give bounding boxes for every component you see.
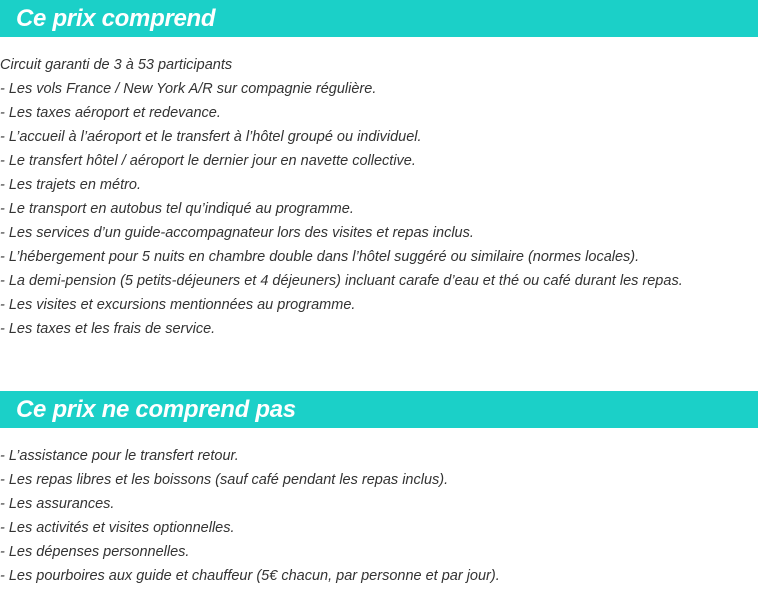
included-list [0, 53, 683, 341]
list-item: - Les taxes et les frais de service. [0, 321, 216, 337]
list-item: - L’assistance pour le transfert retour. [0, 448, 239, 464]
list-item: - L’accueil à l’aéroport et le transfert à l’hôtel groupé ou individuel. [0, 129, 422, 145]
excluded-section-header [0, 391, 758, 428]
list-item: - Les trajets en métro. [0, 177, 142, 193]
list-item: - L’hébergement pour 5 nuits en chambre double dans l’hôtel suggéré ou similaire (normes locales). [0, 249, 640, 265]
list-item: - Les taxes aéroport et redevance. [0, 105, 221, 121]
list-item: - Le transfert hôtel / aéroport le dernier jour en navette collective. [0, 153, 416, 169]
list-item: - Les assurances. [0, 496, 115, 512]
list-item: - Les pourboires aux guide et chauffeur (5€ chacun, par personne et par jour). [0, 568, 500, 584]
excluded-list [0, 444, 500, 588]
list-item: - Les repas libres et les boissons (sauf café pendant les repas inclus). [0, 472, 449, 488]
list-item: - Les services d’un guide-accompagnateur lors des visites et repas inclus. [0, 225, 474, 241]
list-item: - La demi-pension (5 petits-déjeuners et 4 déjeuners) incluant carafe d’eau et thé ou café durant les repas. [0, 273, 683, 289]
list-item: - Les visites et excursions mentionnées au programme. [0, 297, 356, 313]
list-item: - Les dépenses personnelles. [0, 544, 190, 560]
included-section-title: Ce prix comprend [16, 4, 216, 32]
list-item: Circuit garanti de 3 à 53 participants [0, 57, 233, 73]
list-item: - Le transport en autobus tel qu’indiqué au programme. [0, 201, 354, 217]
list-item: - Les vols France / New York A/R sur compagnie régulière. [0, 81, 377, 97]
excluded-section-title: Ce prix ne comprend pas [16, 395, 296, 423]
list-item: - Les activités et visites optionnelles. [0, 520, 235, 536]
included-section-header [0, 0, 758, 37]
